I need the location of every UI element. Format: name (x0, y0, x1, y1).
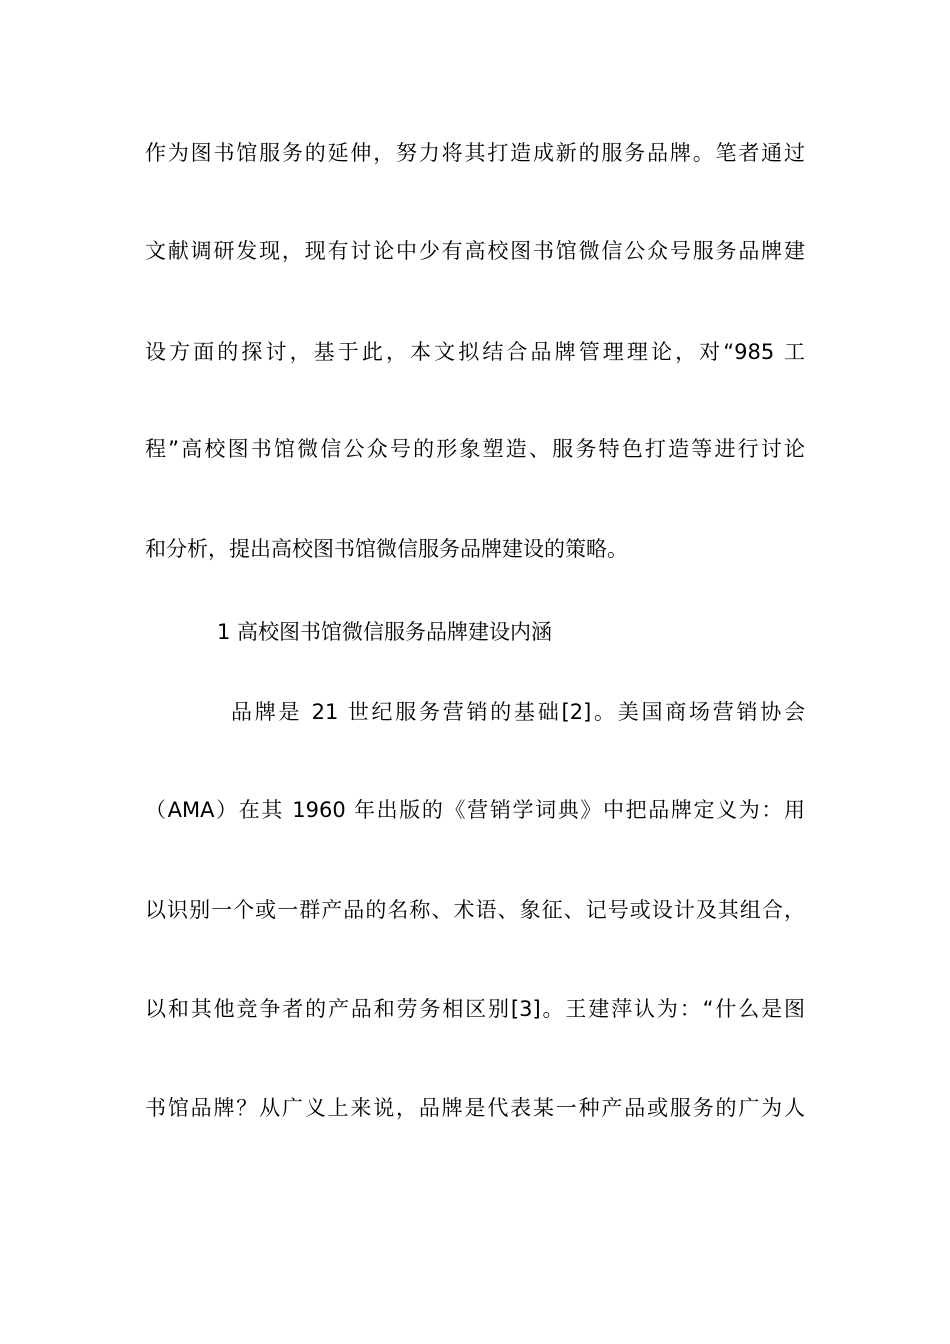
paragraph-line-4: 以和其他竞争者的产品和劳务相区别[3]。王建萍认为：“什么是图 (145, 997, 805, 1021)
paragraph-line-1: 品牌是 21 世纪服务营销的基础[2]。美国商场营销协会 (231, 700, 805, 724)
text-line-2: 文献调研发现，现有讨论中少有高校图书馆微信公众号服务品牌建 (145, 239, 805, 263)
text-line-5: 和分析，提出高校图书馆微信服务品牌建设的策略。 (145, 537, 628, 561)
paragraph-line-5: 书馆品牌？从广义上来说，品牌是代表某一种产品或服务的广为人 (145, 1096, 805, 1120)
text-line-4: 程”高校图书馆微信公众号的形象塑造、服务特色打造等进行讨论 (145, 437, 805, 461)
text-line-1: 作为图书馆服务的延伸，努力将其打造成新的服务品牌。笔者通过 (145, 141, 805, 165)
paragraph-line-3: 以识别一个或一群产品的名称、术语、象征、记号或设计及其组合， (145, 898, 805, 922)
text-line-3: 设方面的探讨，基于此，本文拟结合品牌管理理论，对“985 工 (145, 340, 805, 364)
paragraph-line-2: （AMA）在其 1960 年出版的《营销学词典》中把品牌定义为：用 (145, 798, 805, 822)
section-heading: 1 高校图书馆微信服务品牌建设内涵 (217, 620, 553, 644)
